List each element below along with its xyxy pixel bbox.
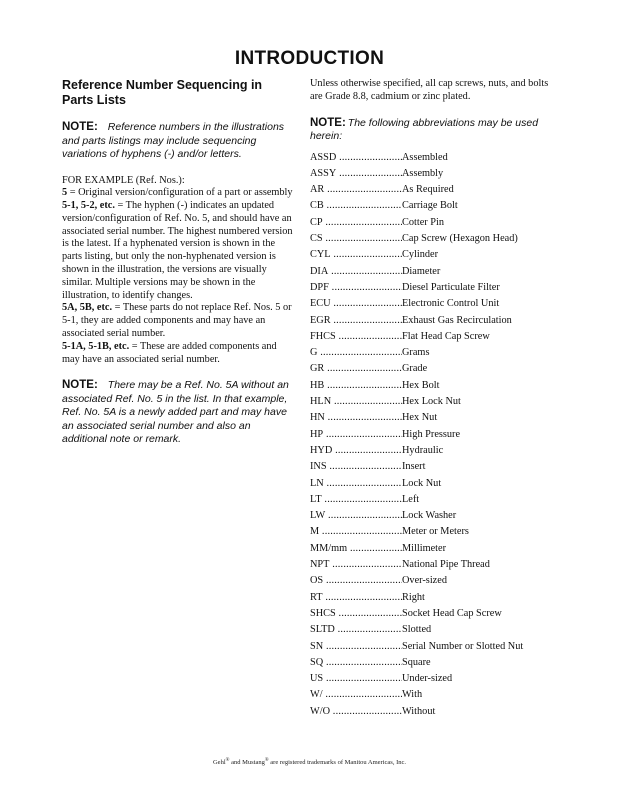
footer-text: are registered trademarks of Manitou Americas, Inc.	[268, 759, 406, 767]
example-item	[62, 200, 294, 302]
note-label: NOTE:	[310, 116, 346, 129]
abbreviation-meaning: Millimeter	[402, 542, 447, 554]
abbreviation-meaning: Electronic Control Unit	[402, 298, 500, 310]
note-reference-numbers	[62, 121, 294, 162]
abbreviation-term: ECU .....	[310, 298, 402, 309]
abbreviation-term: OS .....	[310, 575, 402, 586]
abbreviation-term: LW .....	[310, 510, 402, 521]
example-key: 5	[62, 187, 68, 199]
abbreviation-row	[310, 461, 560, 477]
abbreviation-row	[310, 592, 560, 608]
abbreviation-term: INS .....	[310, 461, 402, 472]
abbreviation-meaning: Cylinder	[402, 249, 439, 261]
abbreviation-term: RT .....	[310, 592, 402, 603]
example-block	[62, 175, 294, 367]
abbreviation-meaning: Assembly	[402, 167, 444, 179]
note-label: NOTE:	[62, 379, 98, 392]
abbreviation-meaning: Hex Bolt	[402, 379, 440, 391]
abbreviation-row	[310, 200, 560, 216]
abbreviation-meaning: With	[402, 689, 423, 701]
note-abbreviations	[310, 117, 560, 144]
abbreviation-row	[310, 249, 560, 265]
abbreviation-meaning: Without	[402, 705, 436, 717]
example-key: 5A, 5B, etc.	[62, 302, 113, 314]
abbreviation-term: SHCS .....	[310, 608, 402, 619]
abbreviation-row	[310, 396, 560, 412]
abbreviation-row	[310, 152, 560, 168]
grade-statement: Unless otherwise specified, all cap screws, nuts, and bolts are Grade 8.8, cadmium or zinc plated.	[310, 78, 549, 102]
abbreviation-term: HB .....	[310, 380, 402, 391]
abbreviation-meaning: Carriage Bolt	[402, 200, 458, 212]
abbreviation-term: NPT .....	[310, 559, 402, 570]
abbreviation-row	[310, 657, 560, 673]
abbreviation-term: CS .....	[310, 233, 402, 244]
abbreviation-meaning: Left	[402, 493, 420, 505]
abbreviation-term: CP .....	[310, 217, 402, 228]
abbreviation-term: EGR .....	[310, 315, 402, 326]
abbreviation-row	[310, 445, 560, 461]
page-title: INTRODUCTION	[234, 48, 385, 69]
abbreviation-row	[310, 347, 560, 363]
abbreviation-term: HP .....	[310, 429, 402, 440]
abbreviation-term: AR .....	[310, 184, 402, 195]
abbreviation-meaning: Insert	[402, 461, 426, 473]
abbreviation-term: HN .....	[310, 412, 402, 423]
brand-mustang: Mustang	[242, 759, 265, 767]
abbreviation-meaning: Hex Nut	[402, 412, 438, 424]
abbreviation-term: DPF .....	[310, 282, 402, 293]
abbreviation-row	[310, 429, 560, 445]
note-label: NOTE:	[62, 121, 98, 133]
abbreviation-term: ASSY .....	[310, 168, 402, 179]
abbreviation-row	[310, 641, 560, 657]
note-text: There may be a Ref. No. 5A without an associated Ref. No. 5 in the list. In that example, Ref. No. 5A is a newly added part and may have an associated serial number and also an additional note or remark.	[62, 379, 289, 446]
registered-mark: ®	[225, 758, 230, 763]
abbreviation-meaning: Serial Number or Slotted Nut	[402, 640, 524, 652]
abbreviation-row	[310, 478, 560, 494]
abbreviation-term: FHCS .....	[310, 331, 402, 342]
abbreviation-meaning: Lock Nut	[402, 477, 442, 489]
abbreviation-meaning: Cotter Pin	[402, 216, 445, 228]
abbreviation-row	[310, 298, 560, 314]
abbreviation-term: US .....	[310, 673, 402, 684]
abbreviation-meaning: Flat Head Cap Screw	[402, 330, 490, 342]
abbreviation-row	[310, 494, 560, 510]
abbreviation-row	[310, 673, 560, 689]
abbreviation-term: SLTD .....	[310, 624, 402, 635]
example-text: = These parts do not replace Ref. Nos. 5 or 5-1, they are added components and may have an associated serial number.	[62, 302, 292, 340]
abbreviation-row	[310, 184, 560, 200]
abbreviation-meaning: High Pressure	[402, 428, 461, 440]
abbreviation-row	[310, 331, 560, 347]
abbreviation-term: W/O .....	[310, 706, 402, 717]
abbreviation-term: HLN .....	[310, 396, 402, 407]
abbreviation-row	[310, 315, 560, 331]
example-item	[62, 187, 294, 200]
abbreviation-meaning: Grams	[402, 347, 430, 359]
abbreviation-row	[310, 282, 560, 298]
abbreviation-term: CB .....	[310, 200, 402, 211]
abbreviation-row	[310, 380, 560, 396]
example-text: = The hyphen (-) indicates an updated version/configuration of Ref. No. 5, and should have an associated serial number. The highest numbered version is the latest. If a hyphenated version is shown in the parts listing, but only the non-hyphenated version is shown in the illustration, the versions are visually similar. Multiple versions may be shown in the illustration, to identify changes.	[62, 200, 293, 301]
abbreviation-meaning: Diameter	[402, 265, 441, 277]
abbreviation-row	[310, 689, 560, 705]
brand-gehl: Gehl	[212, 759, 226, 767]
abbreviation-meaning: National Pipe Thread	[402, 559, 490, 571]
abbreviation-row	[310, 575, 560, 591]
abbreviation-meaning: Assembled	[402, 151, 448, 163]
abbreviation-meaning: Diesel Particulate Filter	[402, 281, 500, 293]
abbreviation-meaning: Slotted	[402, 624, 432, 636]
abbreviation-meaning: Hex Lock Nut	[402, 396, 461, 408]
abbreviation-meaning: Right	[402, 591, 425, 603]
abbreviation-row	[310, 526, 560, 542]
trademark-footer	[0, 758, 619, 766]
abbreviation-term: DIA .....	[310, 266, 402, 277]
left-column	[62, 78, 294, 460]
section-heading: Reference Number Sequencing in Parts Lists	[62, 78, 263, 107]
footer-and: and	[229, 759, 243, 767]
abbreviation-meaning: Socket Head Cap Screw	[402, 607, 502, 619]
example-key: 5-1, 5-2, etc.	[62, 200, 115, 212]
abbreviation-row	[310, 608, 560, 624]
note-text: The following abbreviations may be used herein:	[310, 116, 539, 143]
abbreviation-meaning: Grade	[402, 363, 428, 375]
abbreviation-term: W/ .....	[310, 689, 402, 700]
abbreviation-row	[310, 217, 560, 233]
right-column	[310, 78, 560, 722]
abbreviation-row	[310, 510, 560, 526]
abbreviation-row	[310, 559, 560, 575]
abbreviation-term: M .....	[310, 526, 402, 537]
example-text: = Original version/configuration of a part or assembly	[67, 187, 293, 199]
abbreviation-term: LN .....	[310, 478, 402, 489]
example-intro: FOR EXAMPLE (Ref. Nos.):	[62, 174, 185, 186]
abbreviation-row	[310, 168, 560, 184]
registered-mark: ®	[264, 758, 269, 763]
abbreviation-meaning: Lock Washer	[402, 510, 457, 522]
abbreviation-term: MM/mm .....	[310, 543, 402, 554]
note-ref-5a	[62, 379, 294, 447]
abbreviation-meaning: As Required	[402, 184, 454, 196]
abbreviation-meaning: Over-sized	[402, 575, 447, 587]
example-item	[62, 341, 294, 367]
abbreviation-row	[310, 363, 560, 379]
abbreviation-term: HYD .....	[310, 445, 402, 456]
abbreviation-meaning: Square	[402, 656, 431, 668]
abbreviation-meaning: Exhaust Gas Recirculation	[402, 314, 512, 326]
example-key: 5-1A, 5-1B, etc.	[62, 340, 130, 352]
abbreviation-row	[310, 412, 560, 428]
abbreviation-row	[310, 233, 560, 249]
abbreviation-list	[310, 152, 560, 722]
spacer	[62, 366, 294, 379]
abbreviation-term: LT .....	[310, 494, 402, 505]
note-text: Reference numbers in the illustrations and parts listings may include sequencing variations of hyphens (-) and/or letters.	[62, 121, 285, 160]
abbreviation-term: CYL .....	[310, 249, 402, 260]
abbreviation-row	[310, 706, 560, 722]
abbreviation-row	[310, 624, 560, 640]
abbreviation-meaning: Cap Screw (Hexagon Head)	[402, 233, 518, 245]
abbreviation-meaning: Under-sized	[402, 673, 453, 685]
abbreviation-term: SN .....	[310, 641, 402, 652]
example-text: = These are added components and may have an associated serial number.	[62, 340, 277, 365]
abbreviation-term: G .....	[310, 347, 402, 358]
abbreviation-row	[310, 543, 560, 559]
abbreviation-term: SQ .....	[310, 657, 402, 668]
abbreviation-meaning: Hydraulic	[402, 444, 444, 456]
abbreviation-row	[310, 266, 560, 282]
example-item	[62, 302, 294, 340]
abbreviation-meaning: Meter or Meters	[402, 526, 469, 538]
abbreviation-term: ASSD .....	[310, 152, 402, 163]
abbreviation-term: GR .....	[310, 363, 402, 374]
